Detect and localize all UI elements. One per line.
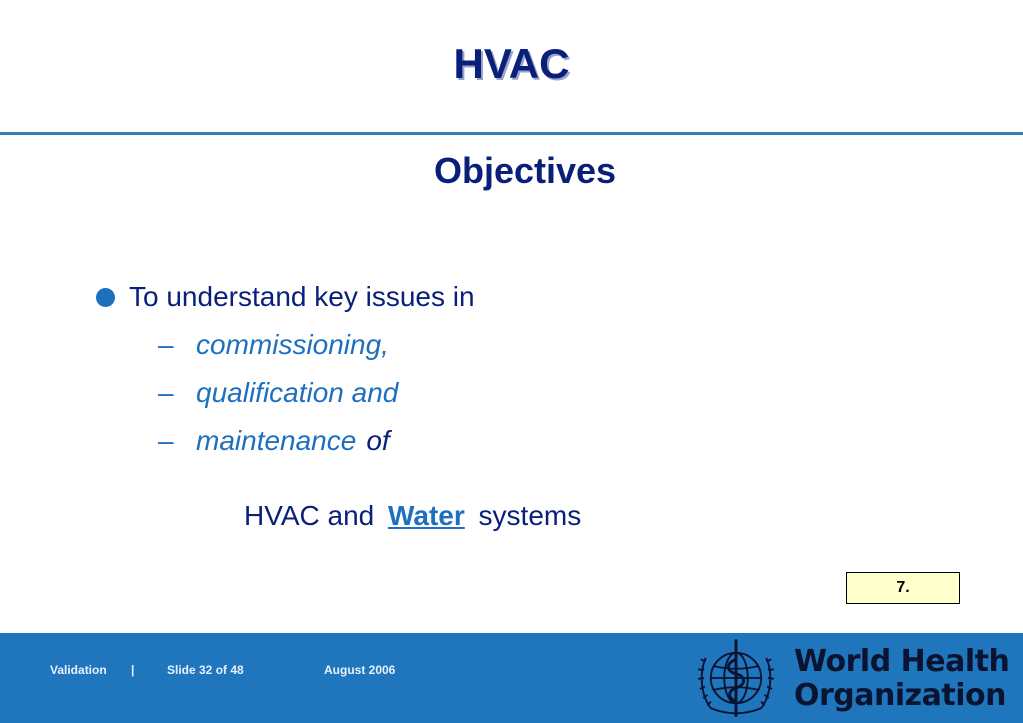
main-bullet-text: To understand key issues in [129,281,475,312]
sub-item-text: qualification and [196,377,399,408]
sub-item-qualification [158,377,398,409]
dash-marker: – [158,329,174,360]
slide-subtitle: Objectives [433,150,617,191]
slide-title: HVAC [453,40,570,87]
sub-item-text: commissioning, [196,329,389,360]
footer-module: Validation [50,663,107,677]
who-name-line2: Organization [794,678,1006,713]
systems-line-before: HVAC and [244,500,375,531]
who-emblem-icon [694,636,778,720]
sub-item-tail: of [366,425,390,456]
footer-date: August 2006 [324,663,396,677]
sub-item-commissioning [158,329,389,361]
dash-marker: – [158,425,174,456]
water-link[interactable]: Water [388,500,465,531]
slide-code-box: 7. [846,572,960,604]
who-name-line1: World Health [794,644,1010,679]
systems-line-after: systems [478,500,582,531]
footer-separator: | [131,663,135,677]
sub-item-maintenance [158,425,390,457]
dash-marker: – [158,377,174,408]
bullet-dot-icon [96,288,115,307]
footer-slide-number: Slide 32 of 48 [167,663,244,677]
sub-item-text: maintenance [196,425,357,456]
main-bullet [96,281,475,313]
who-name-logo [794,645,1009,713]
systems-line [244,500,581,532]
title-divider [0,132,1023,135]
